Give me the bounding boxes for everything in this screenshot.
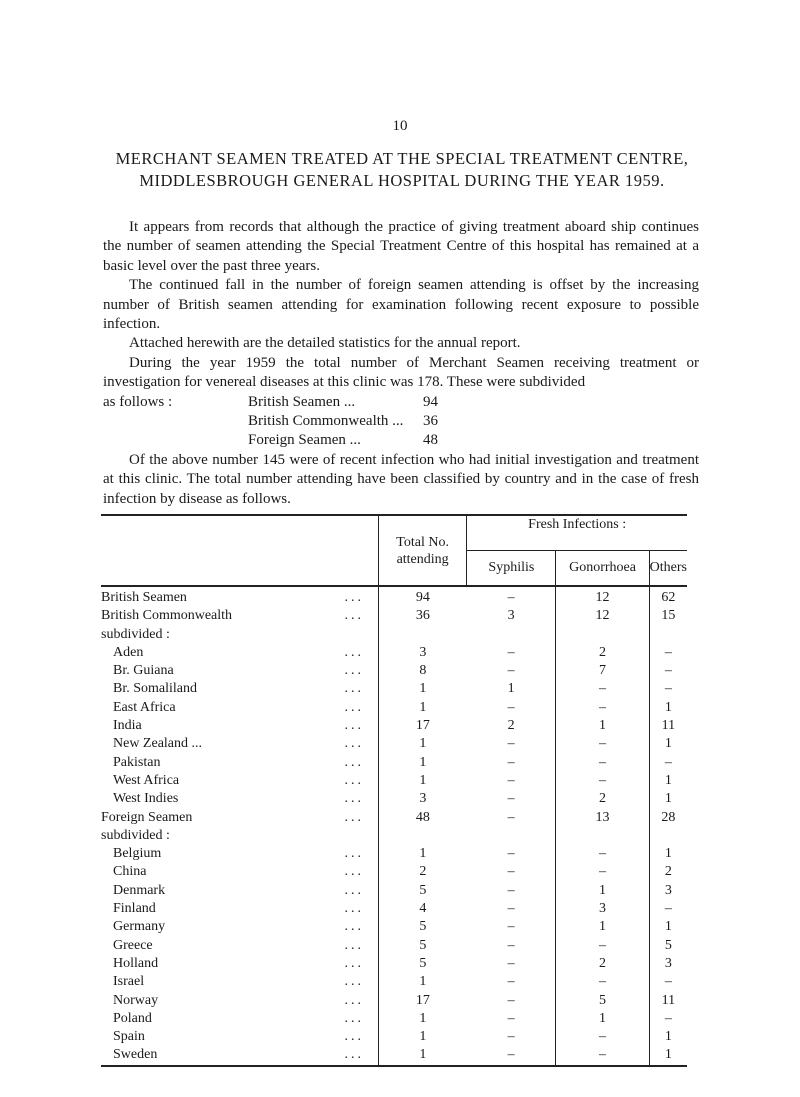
- subdivision-value: 94: [423, 393, 438, 410]
- row-label: Norway: [113, 992, 159, 1008]
- cell-gonorrhoea: 1: [556, 918, 649, 936]
- table-row: [101, 827, 687, 845]
- table-row: [101, 699, 687, 717]
- cell-total: 1: [378, 735, 466, 753]
- cell-gonorrhoea: –: [556, 735, 649, 753]
- table-row: [101, 1028, 687, 1046]
- row-leader-dots: ...: [344, 736, 364, 752]
- row-leader-dots: ...: [344, 1029, 364, 1045]
- row-leader-dots: [364, 827, 378, 845]
- row-leader-dots: ...: [344, 919, 364, 935]
- row-leader-dots: ...: [344, 809, 364, 825]
- row-label: Spain: [113, 1029, 145, 1045]
- cell-gonorrhoea: 1: [556, 882, 649, 900]
- row-label: Br. Guiana: [113, 663, 174, 679]
- cell-total: 5: [378, 882, 466, 900]
- table-row: [101, 790, 687, 808]
- row-label: Sweden: [113, 1047, 158, 1063]
- row-label: Finland: [113, 901, 156, 917]
- cell-total: 1: [378, 1028, 466, 1046]
- row-leader-dots: [364, 626, 378, 644]
- cell-syphilis: –: [507, 864, 515, 880]
- cell-gonorrhoea: 1: [556, 1010, 649, 1028]
- row-label: Foreign Seamen: [101, 809, 193, 825]
- cell-total: 4: [378, 900, 466, 918]
- table-row: [101, 735, 687, 753]
- cell-total: [378, 626, 466, 644]
- paragraph-3: Attached herewith are the detailed statistics for the annual report.: [129, 335, 521, 352]
- subdivision-list: [103, 393, 699, 451]
- cell-others: 11: [649, 717, 687, 735]
- cell-syphilis: 1: [507, 681, 515, 697]
- paragraph-2: The continued fall in the number of foreign seamen attending is offset by the increasing number of British seamen attending for examination following recent exposure to possible infection.: [103, 277, 699, 333]
- table-row: [101, 845, 687, 863]
- cell-total: 1: [378, 680, 466, 698]
- subdivision-lead: as follows :: [103, 393, 173, 410]
- row-leader-dots: ...: [344, 901, 364, 917]
- cell-others: 2: [649, 863, 687, 881]
- cell-gonorrhoea: –: [556, 754, 649, 772]
- cell-others: 5: [649, 937, 687, 955]
- paragraph-1: It appears from records that although the practice of giving treatment aboard ship continues the number of seamen attending the Special Treatment Centre of this hospital has remained at a basic level over the past three years.: [103, 219, 699, 274]
- cell-syphilis: [467, 827, 556, 845]
- row-leader-dots: ...: [344, 644, 364, 660]
- table-row: [101, 607, 687, 625]
- cell-total: 48: [378, 809, 466, 827]
- page-number: 10: [392, 118, 408, 134]
- cell-syphilis: –: [507, 754, 515, 770]
- cell-others: 1: [649, 1046, 687, 1065]
- cell-others: 1: [649, 790, 687, 808]
- cell-gonorrhoea: [556, 626, 649, 644]
- table-row: [101, 717, 687, 735]
- cell-others: [649, 626, 687, 644]
- subdivision-name: British Commonwealth ...: [248, 413, 404, 430]
- cell-syphilis: –: [507, 882, 515, 898]
- cell-syphilis: –: [467, 1046, 556, 1065]
- cell-others: 1: [649, 735, 687, 753]
- table-row: [101, 918, 687, 936]
- cell-gonorrhoea: 2: [556, 644, 649, 662]
- cell-total: 5: [378, 955, 466, 973]
- cell-others: 1: [649, 845, 687, 863]
- cell-others: 1: [649, 918, 687, 936]
- cell-total: 3: [378, 790, 466, 808]
- cell-others: –: [649, 662, 687, 680]
- cell-total: 1: [378, 973, 466, 991]
- cell-total: 17: [378, 717, 466, 735]
- row-label: East Africa: [113, 699, 176, 715]
- cell-total: 5: [378, 937, 466, 955]
- cell-gonorrhoea: [556, 827, 649, 845]
- cell-others: 11: [649, 992, 687, 1010]
- row-label: subdivided :: [101, 827, 170, 843]
- cell-gonorrhoea: 13: [556, 809, 649, 827]
- row-leader-dots: ...: [344, 846, 364, 862]
- row-leader-dots: ...: [344, 791, 364, 807]
- row-label: Belgium: [113, 846, 162, 862]
- row-leader-dots: ...: [344, 882, 364, 898]
- row-leader-dots: ...: [344, 772, 364, 788]
- row-label: India: [113, 718, 142, 734]
- cell-total: 8: [378, 662, 466, 680]
- cell-syphilis: –: [507, 992, 515, 1008]
- table-header-row-1: [101, 515, 687, 551]
- row-leader-dots: ...: [344, 955, 364, 971]
- cell-total: 1: [378, 1046, 466, 1065]
- table-row: [101, 955, 687, 973]
- cell-gonorrhoea: 5: [556, 992, 649, 1010]
- header-gonorrhoea: Gonorrhoea: [556, 551, 649, 587]
- row-leader-dots: ...: [344, 590, 364, 605]
- subdivision-value: 36: [423, 413, 438, 430]
- header-total: Total No. attending: [378, 515, 466, 586]
- table-row: [101, 772, 687, 790]
- cell-others: 1: [649, 772, 687, 790]
- header-fresh-infections: Fresh Infections :: [467, 515, 687, 551]
- cell-total: 17: [378, 992, 466, 1010]
- cell-total: 36: [378, 607, 466, 625]
- table-row: [101, 644, 687, 662]
- subdivision-name: British Seamen ...: [248, 393, 356, 410]
- table-row: [101, 754, 687, 772]
- cell-gonorrhoea: 1: [556, 717, 649, 735]
- table-row: [101, 992, 687, 1010]
- cell-syphilis: –: [507, 663, 515, 679]
- cell-syphilis: –: [507, 772, 515, 788]
- table-row: [101, 900, 687, 918]
- cell-total: 1: [378, 699, 466, 717]
- table-row: [101, 1010, 687, 1028]
- paragraph-4: During the year 1959 the total number of Merchant Seamen receiving treatment or investigation for venereal diseases at this clinic was 178. These were subdivided: [103, 354, 699, 391]
- table-row: [101, 680, 687, 698]
- cell-gonorrhoea: –: [556, 937, 649, 955]
- row-label: British Seamen: [101, 590, 187, 605]
- header-syphilis: Syphilis: [467, 551, 556, 587]
- cell-syphilis: –: [507, 919, 515, 935]
- cell-syphilis: –: [507, 791, 515, 807]
- cell-others: 3: [649, 955, 687, 973]
- cell-total: [378, 827, 466, 845]
- cell-others: 15: [649, 607, 687, 625]
- header-others: Others: [649, 551, 687, 587]
- cell-total: 5: [378, 918, 466, 936]
- cell-gonorrhoea: –: [556, 1028, 649, 1046]
- cell-others: 28: [649, 809, 687, 827]
- subdivision-value: 48: [423, 432, 438, 449]
- row-label: Poland: [113, 1010, 152, 1026]
- cell-gonorrhoea: 2: [556, 955, 649, 973]
- row-leader-dots: ...: [344, 1047, 364, 1063]
- row-label: Israel: [113, 974, 145, 990]
- cell-gonorrhoea: –: [556, 845, 649, 863]
- cell-gonorrhoea: –: [556, 772, 649, 790]
- cell-gonorrhoea: 12: [556, 586, 649, 607]
- cell-gonorrhoea: –: [556, 863, 649, 881]
- cell-total: 1: [378, 845, 466, 863]
- cell-gonorrhoea: 3: [556, 900, 649, 918]
- row-leader-dots: ...: [344, 608, 364, 624]
- cell-gonorrhoea: –: [556, 699, 649, 717]
- row-label: subdivided :: [101, 626, 170, 642]
- row-leader-dots: ...: [344, 937, 364, 953]
- cell-syphilis: –: [507, 1010, 515, 1026]
- row-label: New Zealand ...: [113, 736, 203, 752]
- cell-total: 94: [378, 586, 466, 607]
- cell-syphilis: –: [507, 809, 515, 825]
- table-row: [101, 626, 687, 644]
- row-label: Aden: [113, 644, 144, 660]
- subdivision-name: Foreign Seamen ...: [248, 432, 361, 449]
- cell-syphilis: [467, 626, 556, 644]
- table-row: [101, 1046, 687, 1065]
- subdivision-item: [103, 393, 699, 412]
- cell-syphilis: –: [507, 1029, 515, 1045]
- cell-total: 1: [378, 772, 466, 790]
- row-leader-dots: ...: [344, 864, 364, 880]
- row-leader-dots: ...: [344, 974, 364, 990]
- cell-others: –: [649, 1010, 687, 1028]
- cell-others: 1: [649, 1028, 687, 1046]
- cell-gonorrhoea: –: [556, 1046, 649, 1065]
- row-leader-dots: ...: [344, 681, 364, 697]
- subdivision-item: [103, 412, 699, 431]
- cell-total: 3: [378, 644, 466, 662]
- cell-syphilis: –: [507, 974, 515, 990]
- row-leader-dots: ...: [344, 699, 364, 715]
- cell-syphilis: 2: [507, 718, 515, 734]
- cell-others: –: [649, 973, 687, 991]
- cell-gonorrhoea: 12: [556, 607, 649, 625]
- row-leader-dots: ...: [344, 663, 364, 679]
- table-row: [101, 662, 687, 680]
- cell-others: 3: [649, 882, 687, 900]
- cell-others: –: [649, 644, 687, 662]
- cell-others: [649, 827, 687, 845]
- cell-syphilis: –: [507, 590, 515, 605]
- cell-others: –: [649, 680, 687, 698]
- row-leader-dots: ...: [344, 754, 364, 770]
- cell-others: –: [649, 900, 687, 918]
- row-leader-dots: ...: [344, 718, 364, 734]
- cell-syphilis: –: [507, 846, 515, 862]
- cell-total: 2: [378, 863, 466, 881]
- cell-gonorrhoea: 7: [556, 662, 649, 680]
- row-label: Pakistan: [113, 754, 161, 770]
- paragraph-5: Of the above number 145 were of recent infection who had initial investigation and treatment at this clinic. The total number attending have been classified by country and in the case of fresh infection by disease as follows.: [103, 451, 699, 507]
- cell-others: –: [649, 754, 687, 772]
- cell-gonorrhoea: –: [556, 680, 649, 698]
- cell-gonorrhoea: –: [556, 973, 649, 991]
- row-label: West Indies: [113, 791, 179, 807]
- cell-syphilis: –: [507, 937, 515, 953]
- row-label: China: [113, 864, 147, 880]
- cell-gonorrhoea: 2: [556, 790, 649, 808]
- cell-syphilis: –: [507, 644, 515, 660]
- table-row: [101, 586, 687, 607]
- page-title: MERCHANT SEAMEN TREATED AT THE SPECIAL TREATMENT CENTRE, MIDDLESBROUGH GENERAL HOSPITAL DURING THE YEAR 1959.: [115, 149, 689, 190]
- row-label: Br. Somaliland: [113, 681, 197, 697]
- cell-syphilis: –: [507, 736, 515, 752]
- subdivision-item: [103, 431, 699, 450]
- row-label: British Commonwealth: [101, 608, 233, 624]
- table-row: [101, 937, 687, 955]
- cell-others: 1: [649, 699, 687, 717]
- table-row: [101, 809, 687, 827]
- cell-syphilis: –: [507, 955, 515, 971]
- row-label: Greece: [113, 937, 153, 953]
- row-label: Denmark: [113, 882, 166, 898]
- cell-others: 62: [649, 586, 687, 607]
- body-text: [103, 218, 699, 509]
- table-row: [101, 863, 687, 881]
- row-leader-dots: ...: [344, 1010, 364, 1026]
- cell-total: 1: [378, 1010, 466, 1028]
- row-label: West Africa: [113, 772, 180, 788]
- cell-syphilis: –: [507, 699, 515, 715]
- statistics-table: [101, 514, 687, 1067]
- table-row: [101, 973, 687, 991]
- cell-total: 1: [378, 754, 466, 772]
- table-row: [101, 882, 687, 900]
- row-leader-dots: ...: [344, 992, 364, 1008]
- row-label: Germany: [113, 919, 166, 935]
- cell-syphilis: 3: [507, 608, 515, 624]
- cell-syphilis: –: [507, 901, 515, 917]
- row-label: Holland: [113, 955, 159, 971]
